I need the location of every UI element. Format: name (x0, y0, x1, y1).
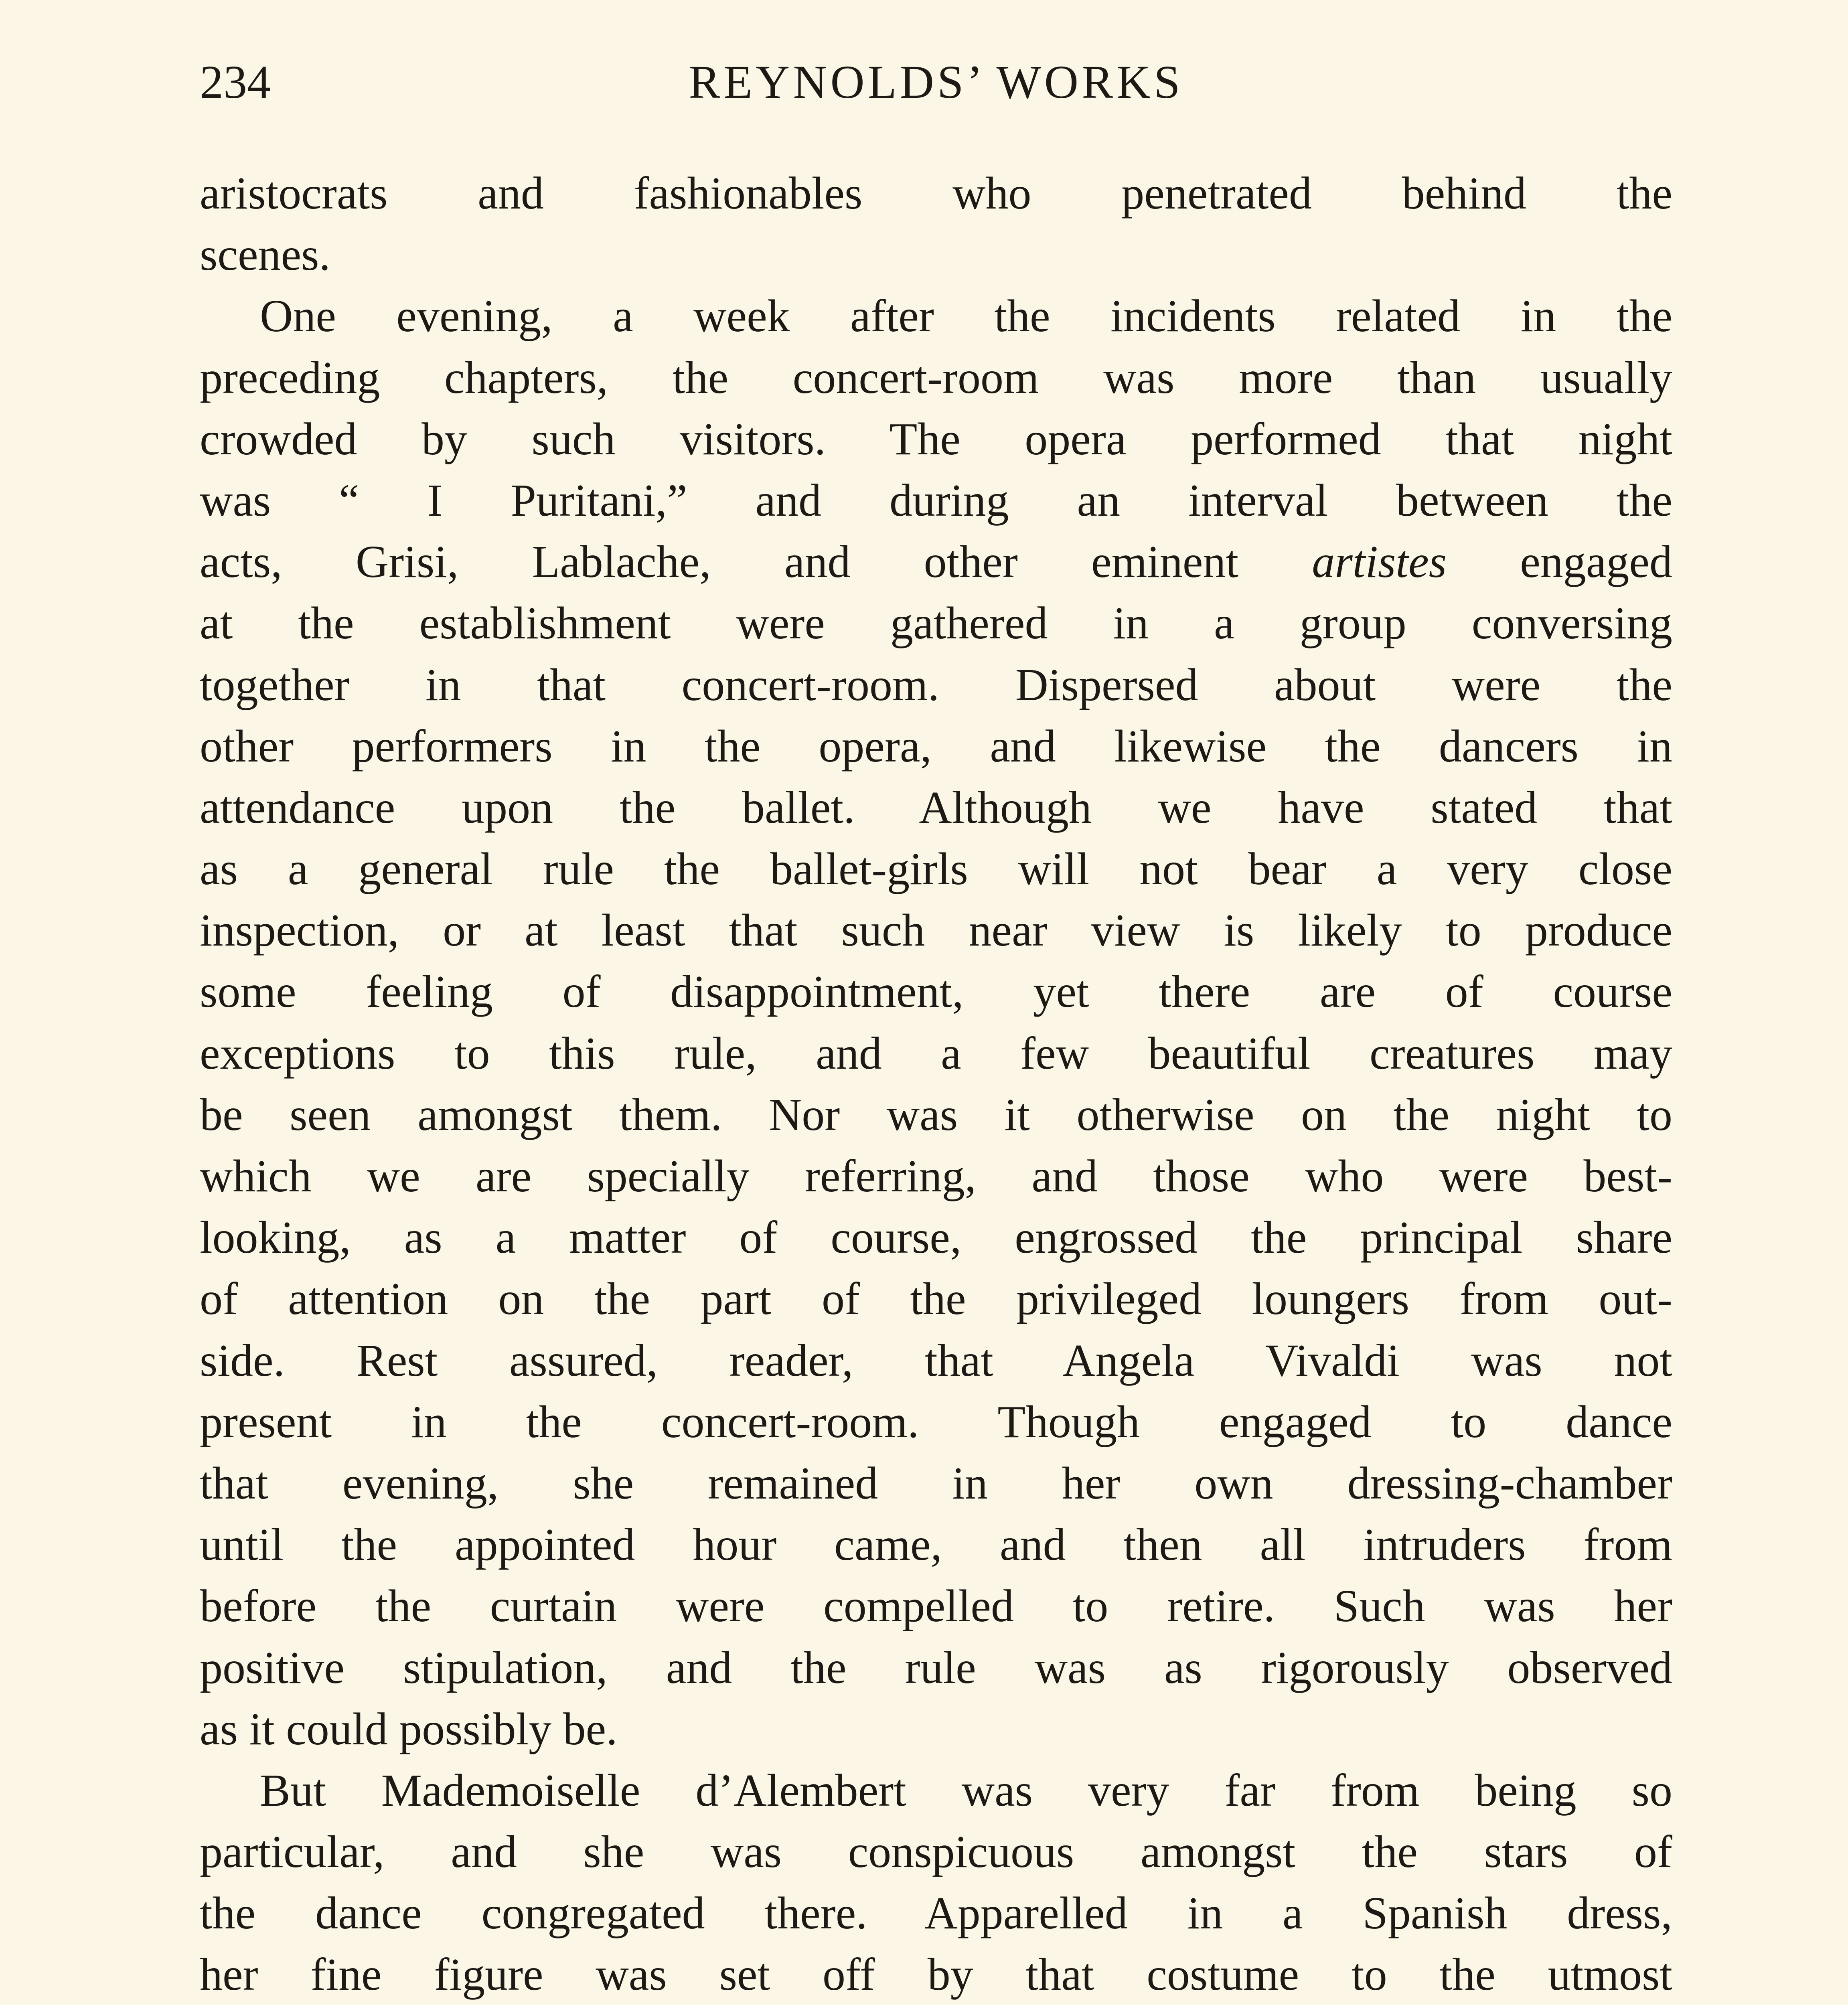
text-line: other performers in the opera, and likewise the dancers in (200, 720, 1672, 772)
text-line: the dance congregated there. Apparelled in a Spanish dress, (200, 1888, 1672, 1939)
text-line: crowded by such visitors. The opera performed that night (200, 413, 1672, 464)
text-line: of attention on the part of the privileged loungers from out- (200, 1273, 1672, 1325)
text-line: attendance upon the ballet. Although we have stated that (200, 782, 1672, 833)
text-line: acts, Grisi, Lablache, and other eminent artistes engaged (200, 536, 1672, 587)
text-line: preceding chapters, the concert-room was more than usually (200, 352, 1672, 403)
text-line: at the establishment were gathered in a group conversing (200, 597, 1672, 649)
text-line: present in the concert-room. Though engaged to dance (200, 1396, 1672, 1447)
text-line: as a general rule the ballet-girls will not bear a very close (200, 843, 1672, 895)
text-line: particular, and she was conspicuous amongst the stars of (200, 1826, 1672, 1877)
text-line: as it could possibly be. (200, 1703, 618, 1754)
text-line: before the curtain were compelled to retire. Such was her (200, 1580, 1672, 1632)
text-line: One evening, a week after the incidents related in the (260, 290, 1672, 342)
text-line: side. Rest assured, reader, that Angela Vivaldi was not (200, 1335, 1672, 1386)
text-line: which we are specially referring, and those who were best- (200, 1150, 1672, 1201)
text-line: until the appointed hour came, and then all intruders from (200, 1519, 1672, 1570)
running-head (200, 52, 1672, 112)
text-line: positive stipulation, and the rule was as rigorously observed (200, 1642, 1672, 1693)
text-line: aristocrats and fashionables who penetrated behind the (200, 168, 1672, 219)
text-line: together in that concert-room. Dispersed about were the (200, 659, 1672, 710)
text-line: But Mademoiselle d’Alembert was very far from being so (260, 1764, 1672, 1816)
text-line: looking, as a matter of course, engrossed the principal share (200, 1212, 1672, 1263)
text-line: that evening, she remained in her own dressing-chamber (200, 1457, 1672, 1509)
text-line: her fine figure was set off by that costume to the utmost (200, 1949, 1672, 2000)
text-line: some feeling of disappointment, yet there are of course (200, 966, 1672, 1017)
text-line: was “ I Puritani,” and during an interval between the (200, 474, 1672, 526)
body-text (200, 162, 1672, 2005)
text-line: inspection, or at least that such near view is likely to produce (200, 905, 1672, 956)
text-line: exceptions to this rule, and a few beautiful creatures may (200, 1027, 1672, 1079)
text-line: scenes. (200, 229, 331, 280)
running-title: REYNOLDS’ WORKS (689, 56, 1183, 108)
text-line: be seen amongst them. Nor was it otherwise on the night to (200, 1089, 1672, 1140)
page-number: 234 (200, 56, 271, 108)
